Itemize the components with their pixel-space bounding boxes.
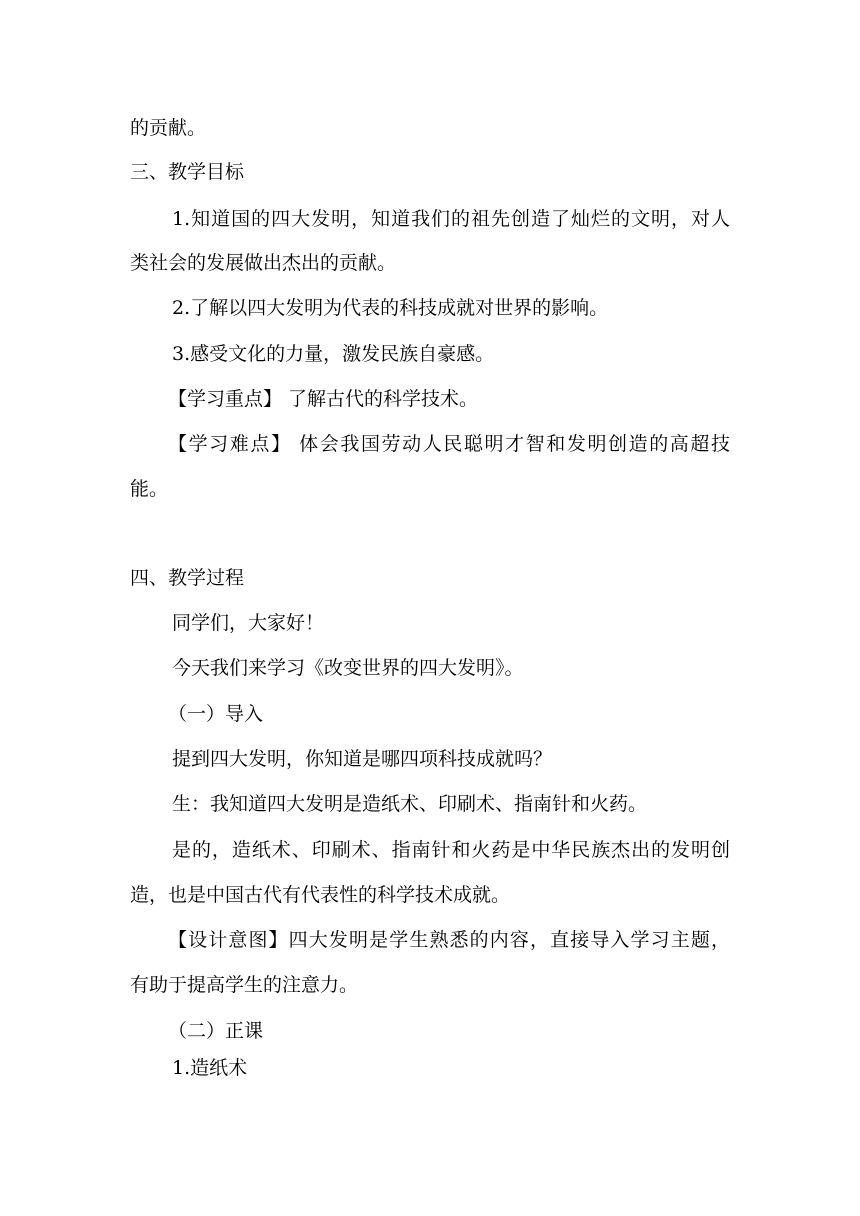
subsection-heading-main-lesson: （二）正课 <box>168 1020 264 1042</box>
design-intent-line-1: 【设计意图】四大发明是学生熟悉的内容，直接导入学习主题， <box>168 929 730 951</box>
text-line-continuation: 的贡献。 <box>130 117 207 139</box>
question: 提到四大发明，你知道是哪四项科技成就吗？ <box>172 748 553 770</box>
section-heading-teaching-process: 四、教学过程 <box>130 567 245 589</box>
design-intent-line-2: 有助于提高学生的注意力。 <box>130 974 359 996</box>
greeting: 同学们，大家好！ <box>172 612 325 634</box>
goal-1-line-2: 类社会的发展做出杰出的贡献。 <box>130 252 397 274</box>
subsection-heading-intro: （一）导入 <box>168 703 264 725</box>
difficult-point-line-2: 能。 <box>130 478 169 500</box>
topic-papermaking: 1.造纸术 <box>172 1057 248 1079</box>
key-point: 【学习重点】 了解古代的科学技术。 <box>168 388 479 410</box>
section-heading-teaching-goals: 三、教学目标 <box>130 161 245 183</box>
goal-1-line-1: 1.知道国的四大发明，知道我们的祖先创造了灿烂的文明，对人 <box>172 208 730 230</box>
difficult-point-line-1: 【学习难点】 体会我国劳动人民聪明才智和发明创造的高超技 <box>168 433 730 455</box>
lesson-intro: 今天我们来学习《改变世界的四大发明》。 <box>172 657 524 679</box>
teacher-response-line-1: 是的，造纸术、印刷术、指南针和火药是中华民族杰出的发明创 <box>172 839 730 861</box>
student-answer: 生：我知道四大发明是造纸术、印刷术、指南针和火药。 <box>172 793 648 815</box>
goal-2: 2.了解以四大发明为代表的科技成就对世界的影响。 <box>172 297 609 319</box>
goal-3: 3.感受文化的力量，激发民族自豪感。 <box>172 343 495 365</box>
teacher-response-line-2: 造，也是中国古代有代表性的科学技术成就。 <box>130 884 511 906</box>
